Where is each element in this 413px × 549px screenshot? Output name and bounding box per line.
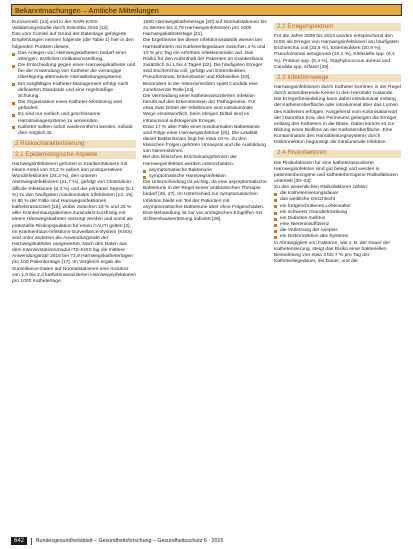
- list-item: Ein sorgfältiges Katheter-Management erfolgt nach definierten Standards und eine regelmäßige Schulung.: [12, 82, 136, 100]
- paragraph: Harnwegsinfektionen gehören in Krankenhäusern mit einem Anteil von 23,2 % neben den postoperativen Wundinfektionen (24,3 %), den unteren Atemwegsinfektionen (21,7 %), gefolgt von Clostridium-difficile-Infektionen (6,4 %) und der primären Sepsis (5,1 %) zu den häufigsten nosokomialen Infektionen [14, 15]. In 80 % der Fälle sind Harnwegsinfektionen katheterassoziiert [16], wobei zwischen 15 % und 25 % aller Krankenhauspatienten zumindest kurzfristig mit einem Harnwegskatheter versorgt werden und somit als potentielle Risikopopulation für einen CAUTI gelten [2]. Im Krankenhaus-Infektions-Surveillance-System (KISS) wird unter anderem die Anwendungsrate der Harnwegskatheter ausgewertet. Nach den Daten aus dem Intensivstationsmodul ITS-KISS lag die mittlere Anwendungsrate 2015 bei 73,9 Harnwegskathetertagen pro 100 Patiententage [17]. Im Vergleich ergab die Surveillance-Daten auf Normalstationen eine Inzidenz von 1,0 bis 2,3 katheterassoziierten Harnwegsinfektionen pro 1000 Kathetertage.: [12, 161, 136, 284]
- list-item: asymptomatische Bakteriurie: [143, 168, 267, 174]
- journal-citation: Bundesgesundheitsblatt – Gesundheitsforschung – Gesundheitsschutz 6 · 2015: [36, 538, 224, 544]
- bullet-list: [143, 168, 267, 180]
- page-number: 642: [11, 537, 27, 545]
- paragraph: Bei den klinischen Erscheinungsformen der Harnwegsinfektion werden unterschieden:: [143, 155, 238, 167]
- bullet-list: [274, 191, 401, 240]
- paragraph: Etwa 17 % aller Fälle einer nosokomialen Bakteriämie sind Folge einer Harnwegsinfektion [25]. Die Letalität dieser Bakteriämien liegt bei etwa 10 %. Zu den klinischen Folgen gehören Urosepsis und die Ausbildung von Nierensteinen.: [143, 124, 266, 155]
- paragraph: Die Unterscheidung ist wichtig, da eine asymptomatische Bakteriurie in der Regel keiner antibiotischen Therapie bedarf [26, 27]. Im Unterschied zur symptomatischen Infektion bleibt ein Teil der Patienten mit asymptomatischer Bakteriurie aber ohne Folgeschäden. Eine Behandlung ist nur vor urologischen Eingriffen mit Schleimhautverletzung indiziert [28].: [143, 180, 267, 222]
- paragraph: Eurosurveill. [13] und in der SARI-KISS-Validierungsstudie durch Sobottka 2016 [12].: [12, 20, 109, 32]
- text-column-1: [12, 20, 136, 285]
- subsection-heading: 2.2 Erregerspektrum: [274, 23, 401, 31]
- paragraph: Die Ergebnisse bei dieser Infektionsstatistik wiesen bei Harnkathetern mit Katheterliegedauer zwischen 3 % und 10 % pro Tag ein erhöhtes Infektionsrisiko auf. Das Risiko für den Aufenthalt der Patienten im Krankenhaus zusätzlich zu 1 bis 4 Tagen [22]. Die häufigsten Erreger sind Escherichia coli, gefolgt von Enterokokken, Pseudomonas, Enterobacter und Klebsiellen [23]. Besonders in der Intensivmedizin spielt Candida eine zunehmende Rolle [24].: [143, 38, 266, 93]
- section-heading: 2 Risikocharakterisierung: [12, 140, 136, 148]
- section-header-label: Bekanntmachungen – Amtliche Mitteilungen: [15, 6, 159, 15]
- paragraph: 1000 Harnwegskathetertage [20] auf Normalstationen bis zu Werten bis 3,79 Harnwegsinfektionen pro 1000 Harnwegskathetertage [21].: [143, 20, 267, 38]
- text-column-3: [274, 20, 401, 265]
- list-item: das weibliche Geschlecht: [274, 197, 401, 203]
- list-item: eine Niereninsuffizienz: [274, 222, 401, 228]
- list-item: ein schwerer Grunderkrankung: [274, 210, 401, 216]
- list-item: Die Organisation eines Katheter-Monitoring wird gefordert.: [12, 100, 136, 112]
- list-item: symptomatische Harnwegsinfektion: [143, 174, 267, 180]
- paragraph: Die Risikofaktoren für eine katheterassoziierte Harnwegsinfektion sind gut belegt und werden in patientenbezogene und katheterbezogene Risikofaktoren unterteilt [30–33]:: [274, 160, 398, 184]
- paragraph: Die Vermeidung einer katheterassoziierten Infektion beruht auf den Erkenntnissen der Pathogenese. Für etwa zwei Drittel der Infektionen sind extraluminale Wege verantwortlich, beim übrigen Drittel sind es intraluminal aufsteigende Erreger.: [143, 93, 256, 124]
- text-column-2: [143, 20, 267, 223]
- paragraph: Für die Jahre 2009 bis 2013 wurden entsprechend den KISS als Erreger von Harnwegsinfektionen am häufigsten Escherichia coli (33,6 %), Enterokokken (20,9 %), Pseudomonas aeruginosa (10,1 %), Klebsiella spp. (9,4 %), Proteus spp. (6,4 %), Staphylococcus aureus und Candida spp. erfasst [29].: [274, 34, 399, 70]
- paragraph: Zu den wesentlichen Risikofaktoren zählen:: [274, 185, 369, 191]
- list-item: ein fortgeschrittenes Lebensalter: [274, 204, 401, 210]
- section-header-band: [11, 4, 402, 16]
- footer-divider: [31, 538, 32, 545]
- list-item: Es sind nur einfach und geschlossene Harndrainagesysteme zu verwenden.: [12, 112, 136, 124]
- paragraph: In Abhängigkeit von Faktoren, wie z. B. der Dauer der Katheterisierung, steigt das Risiko einer bakteriellen Besiedelung von etwa 3 bis 7 % pro Tag der Katheterliegedauer, die Dauer, und die: [274, 240, 391, 264]
- list-item: ein Diabetes mellitus: [274, 216, 401, 222]
- list-item: ein Diskonnektion des Systems: [274, 234, 401, 240]
- subsection-heading: 2.1 Epidemiologische Aspekte: [12, 151, 136, 159]
- bullet-list: [12, 51, 136, 137]
- paragraph: Harnwegsinfektionen durch Katheter kommen in der Regel durch aszendierende Keime in den Harntrakt zustande. Die Erregerbesiedelung kann dabei extraluminal entlang der Katheteroberfläche oder intraluminal über das Lumen des Katheters erfolgen. Ausgehend vom Kolonisationsort der Harnröhre bzw. des Perineums gelangen die Erreger entlang des Katheters in die Blase. Dabei kommt es zur Bildung eines Biofilms an der Katheteroberfläche. Eine Kontamination des Harnableitungssystems durch Diskonnektion begünstigt die intraluminale Infektion.: [274, 84, 401, 146]
- list-item: die Katheterisierungsdauer: [274, 191, 401, 197]
- list-item: Katheter sollten sofort wiederentfernt werden, sobald dies möglich ist.: [12, 125, 136, 137]
- list-item: die Verletzung der Asepsis: [274, 228, 401, 234]
- subsection-heading: 2.4 Risikofaktoren: [274, 150, 401, 158]
- page-footer: [11, 537, 402, 545]
- list-item: Die Entscheidung gegen einen Harnwegskatheter und bei der Anwendung von Katheter die vorrangige Überlegung alternativer Harnableitungssysteme.: [12, 63, 136, 81]
- subsection-heading: 2.3 Infektionswege: [274, 74, 401, 82]
- paragraph: Das vom Comité auf Grund der Datenlage gefolgerte Empfehlungen nennen folgende (die Table 1) hier in den folgenden Punkten dieses:: [12, 32, 134, 50]
- list-item: Das Anlegen von Harnwegskathetern bedarf einer strengen, ärztlichen Indikationsstellung.: [12, 51, 136, 63]
